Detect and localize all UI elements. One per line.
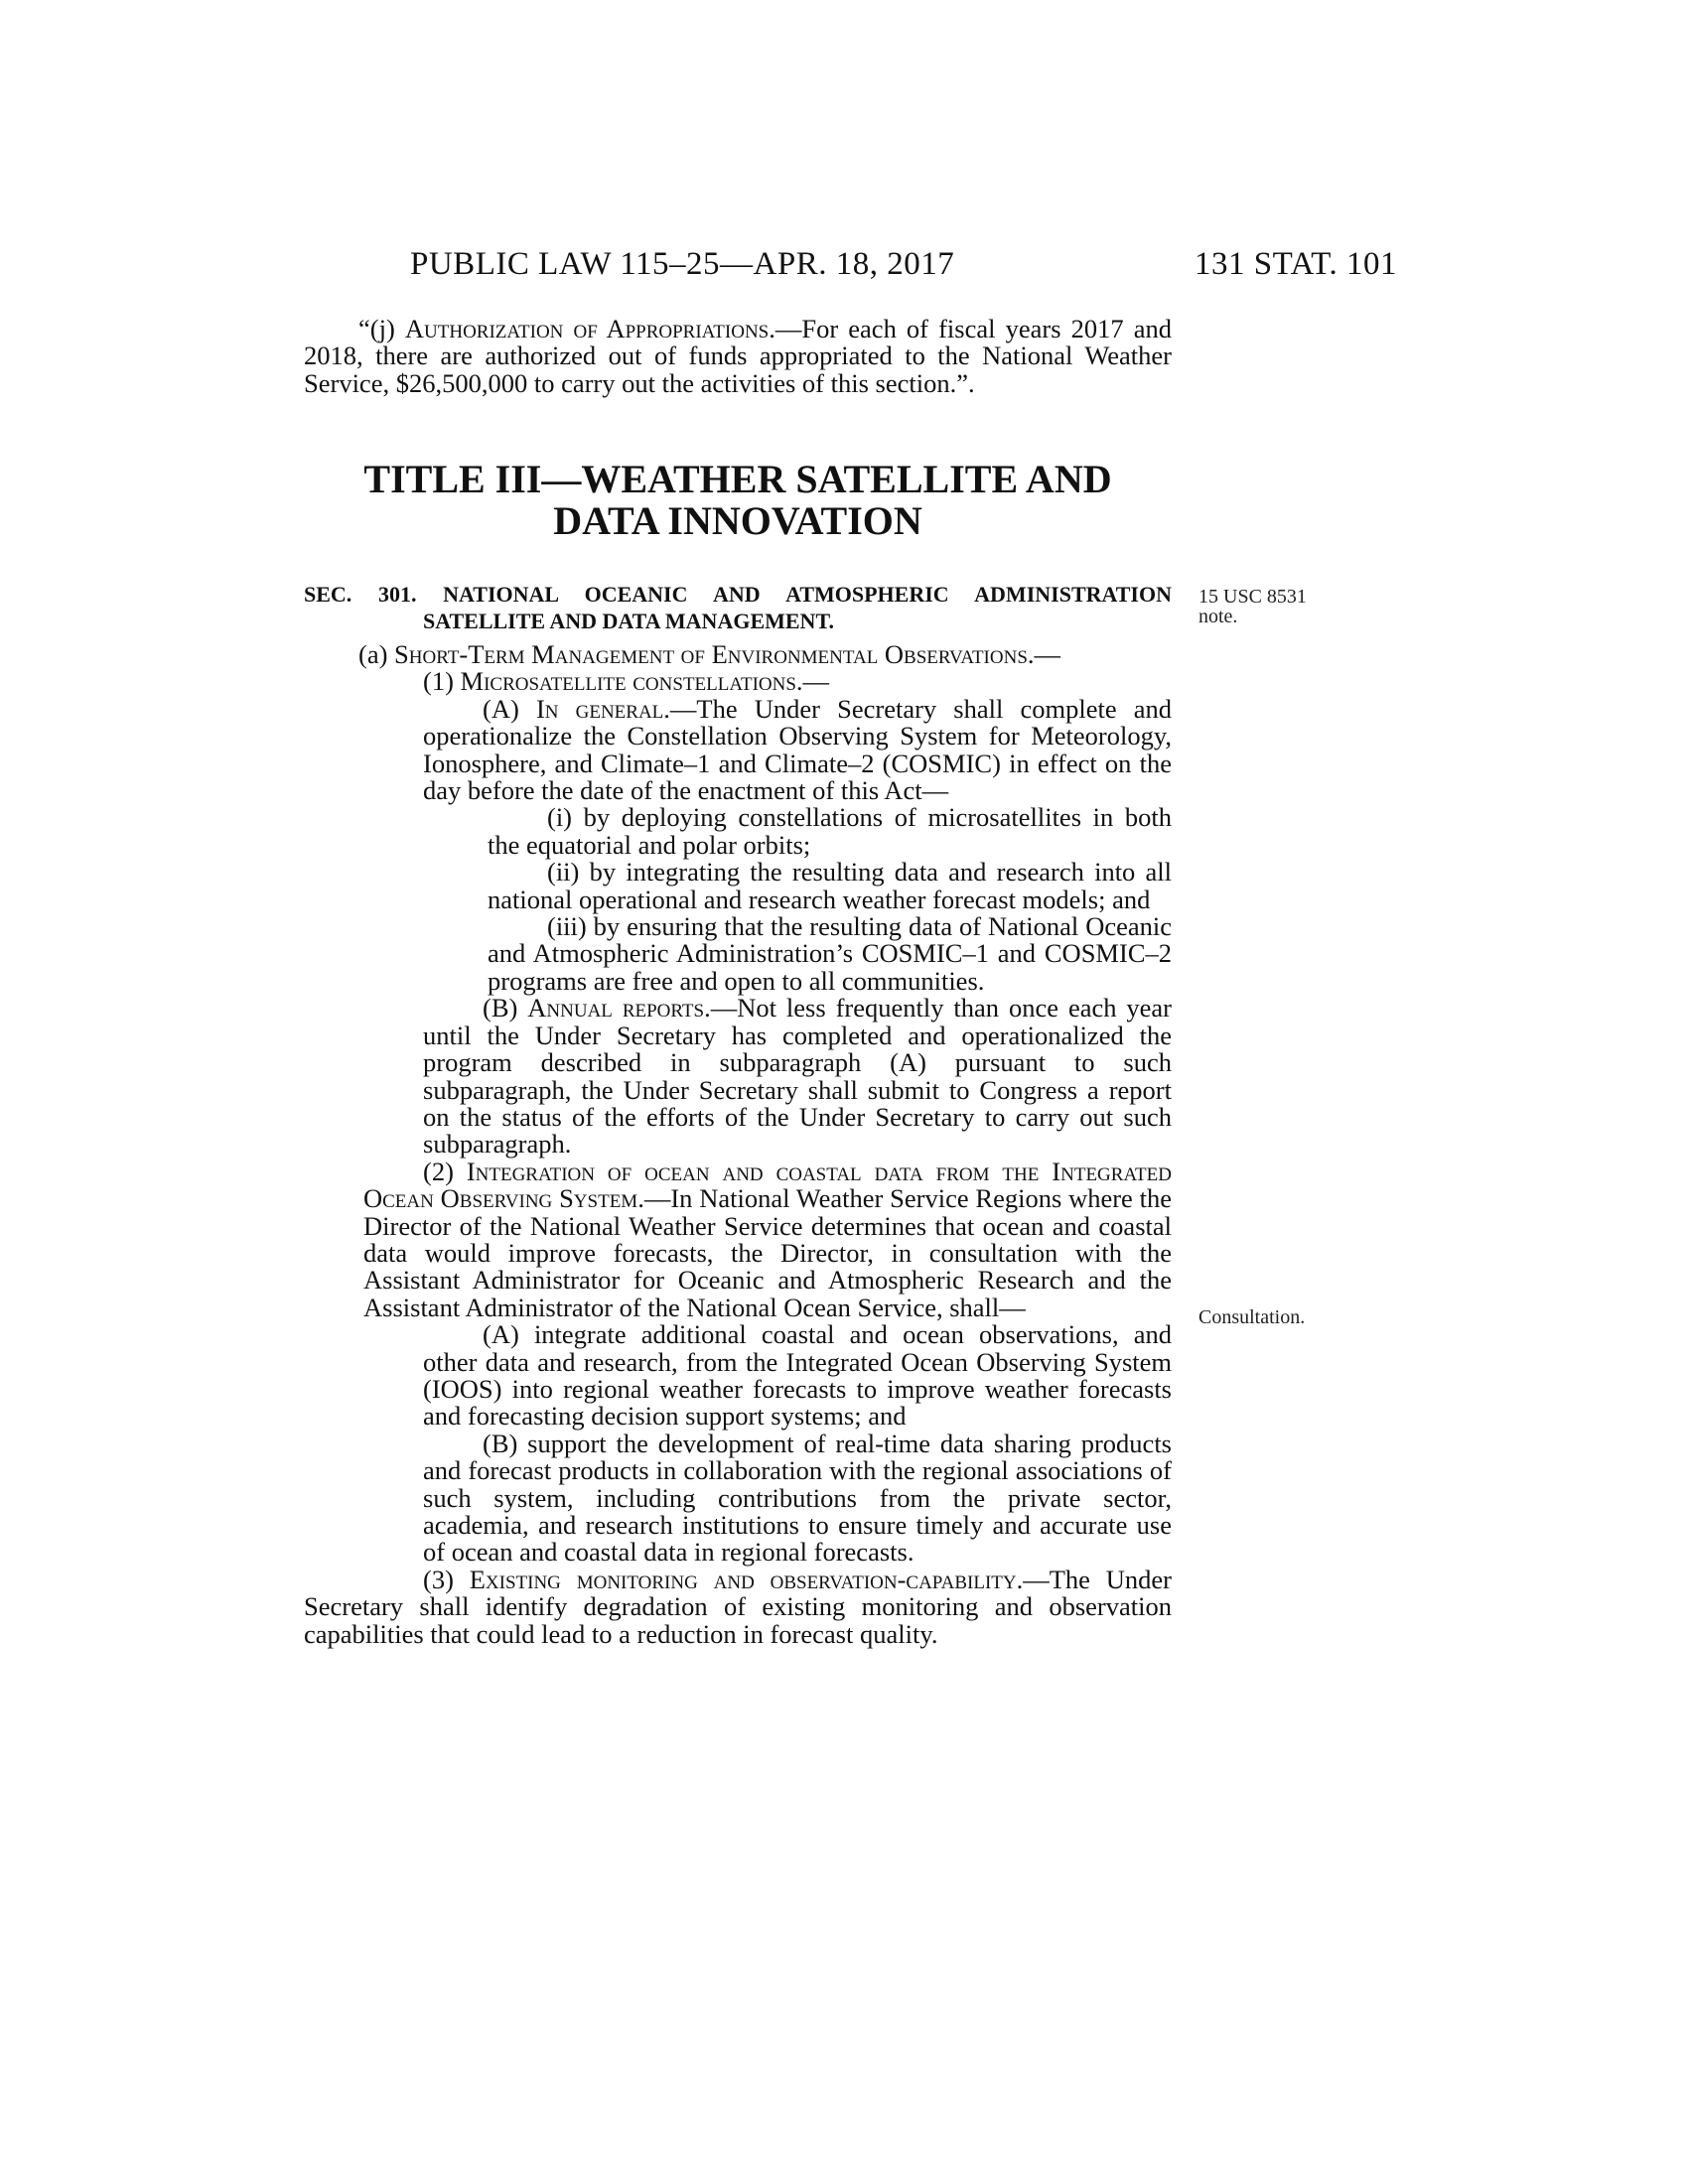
section-301-body	[304, 641, 1172, 1648]
paragraph-2-heading: Integration of ocean and coastal data from the Integrated Ocean Observing System.	[363, 1156, 1172, 1214]
running-head: PUBLIC LAW 115–25—APR. 18, 2017	[410, 246, 955, 282]
paragraph-2-text: —In National Weather Service Regions where the Director of the National Weather Service determines that ocean and coastal data would improve forecasts, the Director, in consultation with the Assistant Administrator for Oceanic and Atmospheric Research and the Assistant Administrator of the National Ocean Service, shall—	[363, 1183, 1172, 1322]
subparagraph-1A-label: (A)	[483, 693, 536, 724]
paragraph-1-dash: —	[802, 666, 830, 697]
title-line-2: DATA INNOVATION	[553, 498, 922, 543]
section-j-paragraph	[304, 316, 1172, 397]
paragraph-2	[363, 1156, 1172, 1322]
subparagraph-1B-heading: Annual reports.	[527, 993, 711, 1024]
paragraph-1-heading-text: Microsatellite constellations.	[460, 666, 803, 697]
clause-iii: (iii) by ensuring that the resulting data of National Oceanic and Atmospheric Administration’s COSMIC–1 and COSMIC–2 programs are free and open to all communities.	[488, 911, 1172, 996]
paragraph-1-label: (1)	[423, 666, 461, 697]
page-number: 131 STAT. 101	[1195, 246, 1398, 282]
subparagraph-1A-heading: In general.	[535, 693, 670, 724]
section-301-heading	[304, 581, 1172, 634]
section-heading-line-1: SEC. 301. NATIONAL OCEANIC AND ATMOSPHERIC ADMINISTRATION	[304, 582, 1172, 607]
paragraph-1-heading	[423, 668, 1172, 695]
subparagraph-1A	[423, 693, 1172, 806]
section-j-label: “(j)	[358, 314, 405, 343]
paragraph-2-subs	[423, 1321, 1172, 1567]
paragraph-3-label: (3)	[423, 1564, 470, 1594]
paragraph-1B-block	[423, 995, 1172, 1158]
paragraph-1A-block	[423, 693, 1172, 806]
section-j	[304, 316, 1172, 397]
subparagraph-1B-text: —Not less frequently than once each year until the Under Secretary has completed and operationalized the program described in subparagraph (A) pursuant to such subparagraph, the Under Secretary shall submit to Congress a report on the status of the efforts of the Under Secretary to carry out such subparagraph.	[423, 993, 1173, 1160]
subsection-a-dash: —	[1034, 639, 1061, 669]
paragraph-2-block	[363, 1156, 1172, 1322]
paragraph-3-text: —The Under Secretary shall identify degradation of existing monitoring and observation capabilities that could lead to a reduction in forecast quality.	[304, 1564, 1172, 1649]
subparagraph-1B	[423, 995, 1172, 1158]
margin-note-usc-line-2: note.	[1198, 606, 1238, 627]
subsection-a-label: (a)	[358, 639, 395, 669]
title-heading	[304, 459, 1172, 542]
section-heading-line-2: SATELLITE AND DATA MANAGEMENT.	[423, 609, 834, 633]
subsection-a-heading: Short-Term Management of Environmental Observations.	[394, 639, 1035, 669]
subparagraph-2A: (A) integrate additional coastal and ocean observations, and other data and research, from the Integrated Ocean Observing System (IOOS) into regional weather forecasts to improve weather forecasts and forecasting decision support systems; and	[423, 1319, 1172, 1432]
paragraph-3	[304, 1564, 1172, 1649]
subparagraph-2B: (B) support the development of real-time data sharing products and forecast products in collaboration with the regional associations of such system, including contributions from the private sector, academia, and research institutions to ensure timely and accurate use of ocean and coastal data in regional forecasts.	[423, 1428, 1172, 1568]
title-line-1: TITLE III—WEATHER SATELLITE AND	[363, 457, 1112, 501]
clause-i: (i) by deploying constellations of microsatellites in both the equatorial and polar orbits;	[488, 802, 1172, 860]
clause-ii: (ii) by integrating the resulting data and research into all national operational and research weather forecast models; and	[488, 857, 1172, 914]
section-j-heading: Authorization of Appropriations.	[404, 314, 775, 343]
clauses-block	[488, 804, 1172, 995]
margin-note-usc-line-1: 15 USC 8531	[1198, 586, 1307, 608]
subparagraph-1A-text: —The Under Secretary shall complete and operationalize the Constellation Observing System for Meteorology, Ionosphere, and Climate–1 and Climate–2 (COSMIC) in effect on the day before the date of the enactment of this Act—	[423, 693, 1172, 806]
margin-note-consultation: Consultation.	[1198, 1306, 1306, 1328]
margin-note-usc	[1198, 587, 1307, 626]
paragraph-2-label: (2)	[423, 1156, 467, 1186]
subparagraph-1B-label: (B)	[483, 993, 528, 1024]
subsection-a	[304, 641, 1172, 668]
paragraph-1	[423, 668, 1172, 695]
section-j-text: —For each of fiscal years 2017 and 2018, there are authorized out of funds appropriated to the National Weather Service, $26,500,000 to carry out the activities of this section.”.	[304, 314, 1172, 398]
paragraph-3-heading: Existing monitoring and observation-capability.	[469, 1564, 1024, 1594]
